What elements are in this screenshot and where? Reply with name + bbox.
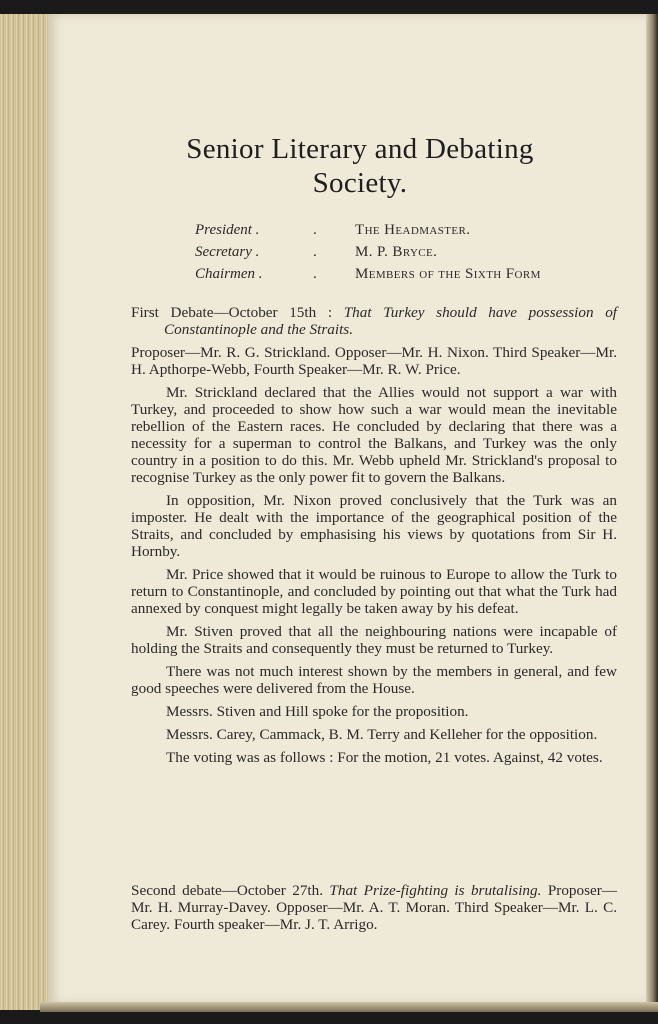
debate-speakers: Proposer—Mr. H. Murray-Davey. Opposer—Mr. A. T. Moran. Third Speaker—Mr. L. C. Carey. Fourth speaker—Mr. J. T. Arrigo. (131, 882, 617, 933)
debate-motion: That Turkey should have possession of Constantinople and the Straits. (164, 304, 618, 338)
paragraph: Mr. Strickland declared that the Allies would not support a war with Turkey, and proceeded to show how such a war would mean the inevitable rebellion of the Eastern races. He concluded by declaring that there was a necessity for a superman to control the Balkans, and Turkey was the only country in a position to do this. Mr. Webb upheld Mr. Strickland's proposal to recognise Turkey as the only power fit to govern the Balkans. (131, 384, 617, 486)
paragraph: Mr. Price showed that it would be ruinous to Europe to allow the Turk to return to Constantinople, and concluded by pointing out that what the Turk had annexed by conquest might legally be taken away by his defeat. (131, 566, 617, 617)
paragraph: There was not much interest shown by the members in general, and few good speeches were delivered from the House. (131, 663, 617, 697)
voting-result: The voting was as follows : For the motion, 21 votes. Against, 42 votes. (166, 749, 603, 766)
officer-row (195, 222, 615, 244)
paragraph: Messrs. Stiven and Hill spoke for the proposition. (166, 703, 469, 720)
second-debate (131, 882, 617, 939)
page-edges (0, 14, 49, 1010)
officer-dot: . (313, 244, 317, 260)
paragraph: In opposition, Mr. Nixon proved conclusively that the Turk was an imposter. He dealt with the importance of the geographical position of the Straits, and concluded by emphasising his views by quotations from Sir H. Hornby. (131, 492, 617, 560)
officer-dot: . (313, 266, 317, 282)
officer-row (195, 244, 615, 266)
officer-row (195, 266, 615, 288)
page-title (60, 132, 658, 200)
debate-speakers: Proposer—Mr. R. G. Strickland. Opposer—Mr. H. Nixon. Third Speaker—Mr. H. Apthorpe-Webb, Fourth Speaker—Mr. R. W. Price. (131, 344, 617, 378)
officers-list (195, 222, 615, 288)
officer-role: President . (195, 222, 260, 238)
first-debate (131, 304, 617, 772)
debate-heading (131, 882, 617, 933)
title-line-2: Society. (312, 167, 408, 199)
bottom-edge (40, 1002, 658, 1012)
debate-motion: That Prize-fighting is brutalising. (329, 882, 542, 899)
debate-heading (131, 304, 617, 338)
paragraph: Mr. Stiven proved that all the neighbouring nations were incapable of holding the Straits and consequently they must be returned to Turkey. (131, 623, 617, 657)
officer-name: M. P. Bryce. (355, 244, 438, 260)
debate-intro: First Debate—October 15th : (131, 304, 333, 321)
officer-dot: . (313, 222, 317, 238)
officer-name: The Headmaster. (355, 222, 471, 238)
officer-name: Members of the Sixth Form (355, 266, 541, 282)
officer-role: Chairmen . (195, 266, 263, 282)
paragraph: Messrs. Carey, Cammack, B. M. Terry and Kelleher for the opposition. (166, 726, 598, 743)
title-line-1: Senior Literary and Debating (186, 133, 534, 165)
officer-role: Secretary . (195, 244, 260, 260)
debate-intro: Second debate—October 27th. (131, 882, 324, 899)
